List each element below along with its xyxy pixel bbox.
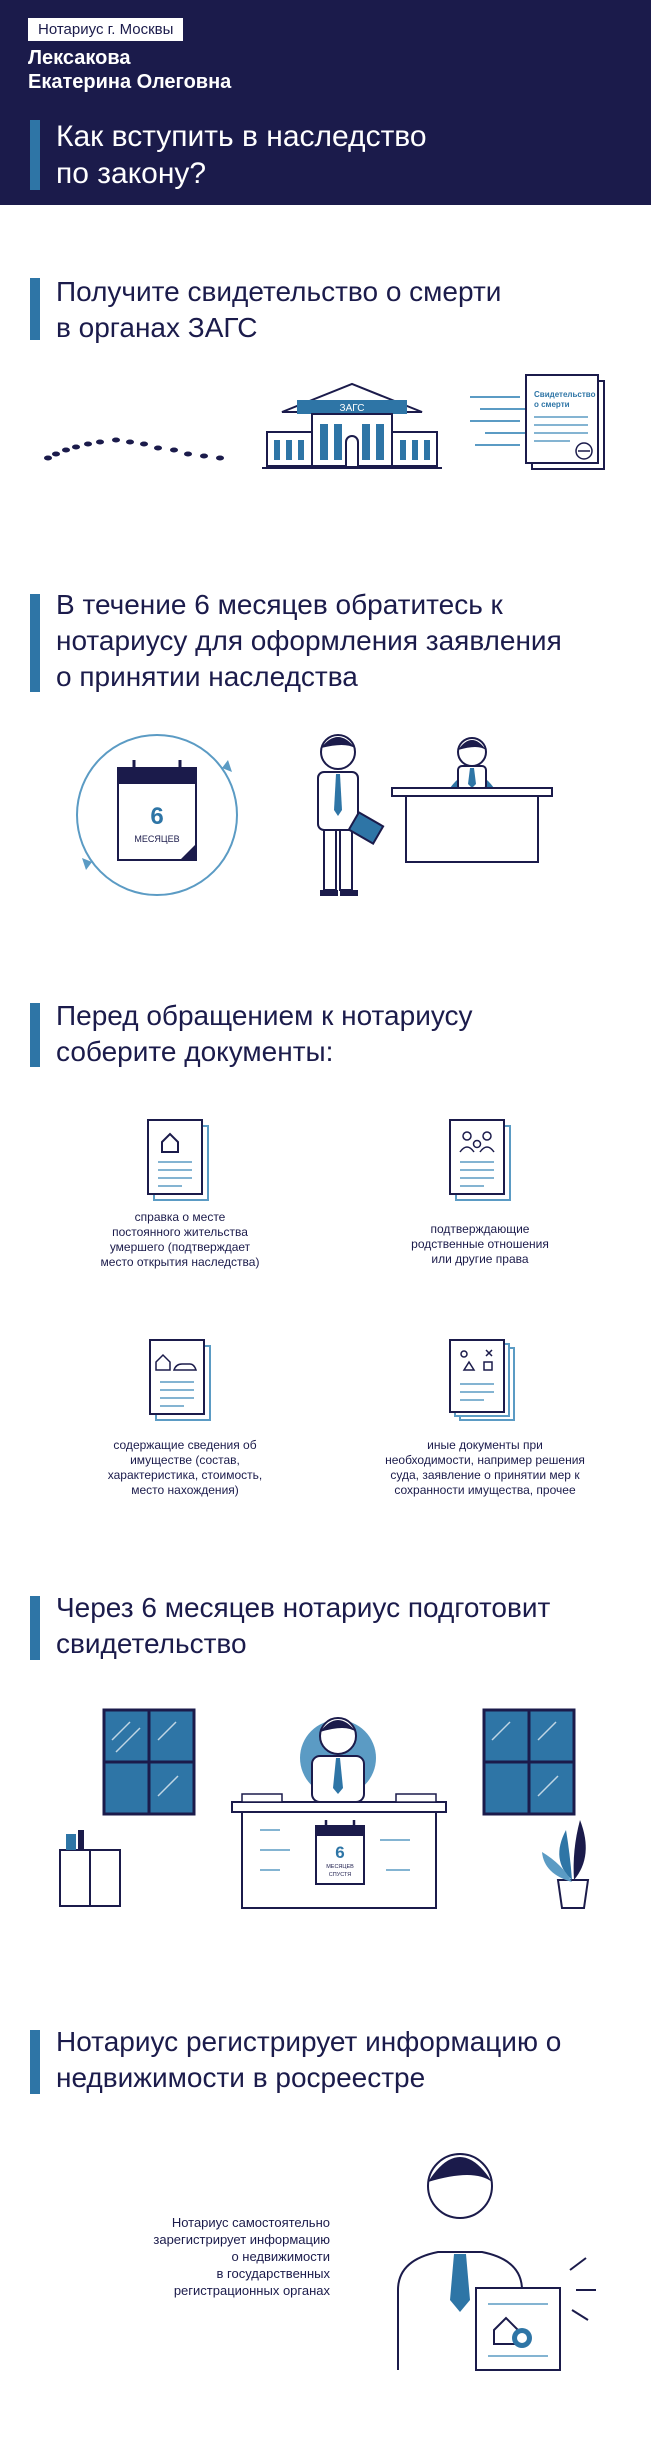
- desk-calendar-label-2: СПУСТЯ: [328, 1872, 352, 1878]
- desk-calendar-icon: [316, 1820, 364, 1884]
- notary-badge: Нотариус г. Москвы: [28, 18, 183, 41]
- doc-caption-property: [60, 1438, 310, 1498]
- section2-title-line-3: о принятии наследства: [56, 661, 358, 692]
- section3-title-line-2: соберите документы:: [56, 1036, 334, 1067]
- section4-title-line-2: свидетельство: [56, 1628, 247, 1659]
- notary-figure: [450, 738, 494, 790]
- page-title-line-2: по закону?: [56, 157, 207, 190]
- section3-title-line-1: Перед обращением к нотариусу: [56, 1000, 473, 1031]
- certificate-text-line-1: Свидетельство: [534, 390, 596, 399]
- doc3-line-3: характеристика, стоимость,: [107, 1468, 263, 1482]
- property-documents-icon: [150, 1340, 212, 1422]
- desk-calendar-label-1: МЕСЯЦЕВ: [326, 1864, 354, 1870]
- note-line-2: зарегистрирует информацию: [153, 2232, 330, 2247]
- calendar-label: МЕСЯЦЕВ: [134, 834, 180, 844]
- note-line-4: в государственных: [216, 2266, 330, 2281]
- left-window: [104, 1710, 194, 1814]
- note-line-3: о недвижимости: [231, 2249, 330, 2264]
- section5-title: [56, 2024, 561, 2096]
- doc4-line-2: необходимости, например решения: [385, 1453, 585, 1467]
- notary-with-property-document-illustration: [380, 2140, 610, 2370]
- section5-title-line-1: Нотариус регистрирует информацию о: [56, 2026, 562, 2057]
- doc2-line-3: или другие права: [431, 1252, 529, 1266]
- kinship-documents-icon: [450, 1120, 512, 1202]
- header-accent-bar: [30, 120, 40, 190]
- doc2-line-1: подтверждающие: [430, 1222, 530, 1236]
- doc4-line-3: суда, заявление о принятии мер к: [390, 1468, 580, 1482]
- section4-title-line-1: Через 6 месяцев нотариус подготовит: [56, 1592, 551, 1623]
- doc3-line-2: имуществе (состав,: [130, 1453, 240, 1467]
- page-title-line-1: Как вступить в наследство: [56, 120, 427, 153]
- sparkle-lines: [570, 2258, 596, 2320]
- page-title: [56, 118, 427, 192]
- doc1-line-1: справка о месте: [134, 1210, 226, 1224]
- notary-surname: Лексакова: [28, 47, 131, 69]
- section3-accent-bar: [30, 1003, 40, 1067]
- note-line-1: Нотариус самостоятельно: [171, 2215, 330, 2230]
- notary-given-names: Екатерина Олеговна: [28, 71, 232, 93]
- section1-title-line-1: Получите свидетельство о смерти: [56, 276, 502, 307]
- notary-office-illustration: [60, 1700, 620, 1910]
- doc-caption-residence: [60, 1210, 300, 1270]
- certificate-text-line-2: о смерти: [534, 400, 570, 409]
- doc3-line-1: содержащие сведения об: [113, 1438, 257, 1452]
- cabinet: [60, 1830, 120, 1906]
- desk-calendar-number: 6: [335, 1843, 345, 1862]
- doc4-line-4: сохранности имущества, прочее: [394, 1483, 576, 1497]
- footprints-icon: [40, 420, 240, 470]
- visitor-figure: [318, 735, 383, 896]
- calendar-number: 6: [150, 803, 164, 830]
- doc1-line-4: место открытия наследства): [100, 1255, 260, 1269]
- section2-title-line-1: В течение 6 месяцев обратитесь к: [56, 589, 503, 620]
- doc2-line-2: родственные отношения: [411, 1237, 549, 1251]
- section4-title: [56, 1590, 550, 1662]
- section1-accent-bar: [30, 278, 40, 340]
- doc4-line-1: иные документы при: [427, 1438, 543, 1452]
- registration-note: [70, 2214, 330, 2299]
- section2-accent-bar: [30, 594, 40, 692]
- section1-title: [56, 274, 501, 346]
- header: [0, 0, 651, 205]
- section3-title: [56, 998, 473, 1070]
- visitor-and-notary-illustration: [300, 730, 560, 900]
- zags-sign: ЗАГС: [339, 403, 365, 414]
- section2-title: [56, 587, 562, 695]
- other-documents-icon: [450, 1340, 520, 1422]
- notary-at-desk: [300, 1718, 376, 1802]
- doc-caption-kinship: [370, 1222, 590, 1267]
- notary-name: [28, 46, 231, 94]
- section4-accent-bar: [30, 1596, 40, 1660]
- doc1-line-2: постоянного жительства: [112, 1225, 248, 1239]
- section1-title-line-2: в органах ЗАГС: [56, 312, 258, 343]
- doc1-line-3: умершего (подтверждает: [109, 1240, 251, 1254]
- death-certificate-icon: [470, 375, 620, 475]
- zags-building-icon: [262, 382, 442, 472]
- plant-icon: [542, 1820, 588, 1908]
- doc3-line-4: место нахождения): [131, 1483, 239, 1497]
- note-line-5: регистрационных органах: [173, 2283, 330, 2298]
- residence-certificate-icon: [148, 1120, 210, 1202]
- section2-title-line-2: нотариусу для оформления заявления: [56, 625, 562, 656]
- doc-caption-other: [360, 1438, 610, 1498]
- right-window: [484, 1710, 574, 1814]
- section5-title-line-2: недвижимости в росреестре: [56, 2062, 426, 2093]
- property-document-icon: [476, 2288, 560, 2370]
- section5-accent-bar: [30, 2030, 40, 2094]
- six-months-calendar-icon: [72, 730, 242, 900]
